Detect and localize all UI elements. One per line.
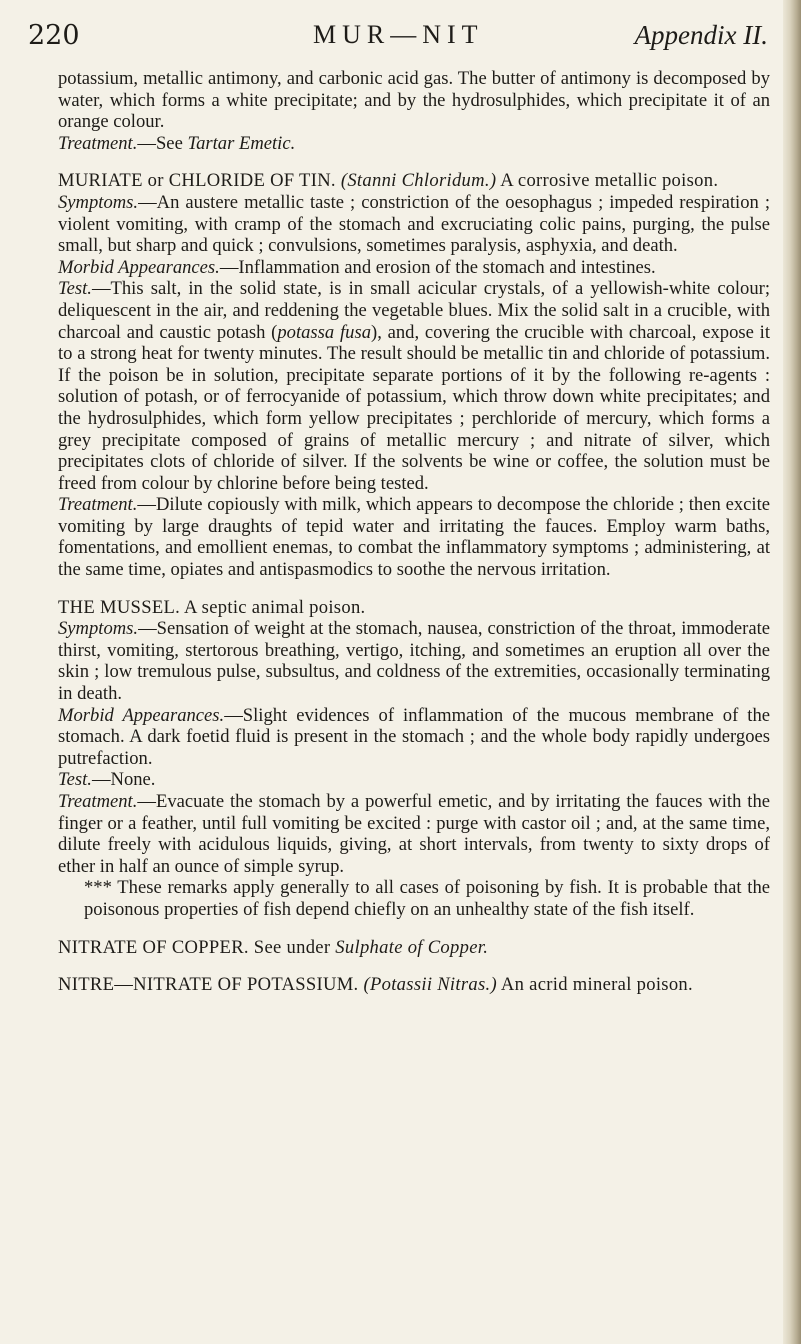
symptoms-text: —An austere metallic taste ; constriction of the oesophagus ; impeded respiration ; violent vomiting, with cramp of the stomach and excruciating colic pains, purging, the pulse small, but sharp and quick ; convulsions, sometimes paralysis, asphyxia, and death. (58, 191, 770, 257)
treatment-paragraph (58, 791, 770, 877)
entry-nitre (58, 974, 770, 996)
entry-heading: NITRE—NITRATE OF POTASSIUM. (58, 974, 359, 996)
continued-text: potassium, metallic antimony, and carbonic acid gas. The butter of antimony is decomposed by water, which forms a white precipitate; and by the hydrosulphides, which precipitate it of an orange colour. (58, 68, 770, 133)
morbid-paragraph (58, 705, 770, 770)
morbid-label: Morbid Appearances. (58, 704, 225, 726)
entry-heading: MURIATE or CHLORIDE OF TIN. (58, 170, 336, 192)
note-text: *** These remarks apply generally to all cases of poisoning by fish. It is probable that the poisonous properties of fish depend chiefly on an unhealthy state of the fish itself. (84, 877, 770, 920)
morbid-label: Morbid Appearances. (58, 256, 220, 278)
latin-name: (Potassii Nitras.) (363, 974, 497, 996)
page-edge (783, 0, 801, 1344)
see-text: See under (248, 936, 336, 958)
test-latin: potassa fusa (277, 321, 371, 343)
treatment-text: —See (137, 132, 188, 154)
treatment-text: —Evacuate the stomach by a powerful emetic, and by irritating the fauces with the finger or a feather, until full vomiting be excited : purge with castor oil ; and, at the same time, dilute freely with acidulous liquids, giving, at short intervals, from twenty to sixty drops of ether in half an ounce of simple syrup. (58, 791, 770, 877)
treatment-label: Treatment. (58, 494, 138, 516)
test-label: Test. (58, 278, 92, 300)
running-title: MUR—NIT (313, 20, 484, 49)
treatment-label: Treatment. (58, 791, 138, 812)
test-paragraph (58, 769, 770, 791)
test-text: —None. (91, 769, 156, 791)
entry-description: An acrid mineral poison. (496, 974, 693, 996)
treatment-text: —Dilute copiously with milk, which appears to decompose the chloride ; then excite vomiting by large draughts of tepid water and irritating the fauces. Employ warm baths, fomentations, and emollient enemas, to combat the inflammatory symptoms ; administering, at the same time, opiates and antispasmodics to soothe the nervous irritation. (58, 494, 770, 581)
symptoms-label: Symptoms. (58, 191, 139, 213)
entry-mussel (58, 597, 770, 619)
latin-name: (Stanni Chloridum.) (340, 170, 497, 192)
symptoms-label: Symptoms. (58, 618, 139, 640)
test-label: Test. (58, 769, 92, 791)
treatment-line (58, 133, 770, 155)
symptoms-paragraph (58, 618, 770, 704)
cross-reference: Tartar Emetic. (187, 132, 296, 154)
page-body (58, 68, 770, 996)
section-label: Appendix II. (634, 20, 768, 50)
symptoms-text: —Sensation of weight at the stomach, nausea, constriction of the throat, immoderate thirst, vomiting, stertorous breathing, vertigo, itching, and sometimes an eruption all over the skin ; low tremulous pulse, subsultus, and coldness of the extremities, occasionally terminating in death. (58, 618, 770, 705)
page-number: 220 (28, 20, 80, 51)
test-text-a: —This salt, in the solid state, is in small acicular crystals, of a yellowish-white colour; deliquescent in the air, and reddening the vegetable blues. Mix the solid salt in a crucible, with charcoal and caustic potash ( (58, 278, 770, 343)
cross-reference: Sulphate of Copper. (335, 936, 489, 958)
symptoms-paragraph (58, 192, 770, 257)
morbid-text: —Slight evidences of inflammation of the mucous membrane of the stomach. A dark foetid fluid is present in the stomach ; and the whole body rapidly undergoes putrefaction. (58, 704, 770, 769)
entry-description: A septic animal poison. (180, 596, 366, 618)
continued-paragraph (58, 68, 770, 133)
treatment-label: Treatment. (58, 132, 138, 154)
test-paragraph (58, 278, 770, 494)
morbid-paragraph (58, 257, 770, 279)
entry-description: A corrosive metallic poison. (496, 170, 719, 192)
page-header (28, 20, 768, 56)
note-paragraph (58, 877, 770, 920)
morbid-text: —Inflammation and erosion of the stomach and intestines. (219, 256, 656, 278)
entry-muriate-of-tin (58, 170, 770, 192)
entry-nitrate-of-copper (58, 937, 770, 959)
entry-heading: THE MUSSEL. (58, 596, 181, 618)
treatment-paragraph (58, 494, 770, 580)
test-text-b: ), and, covering the crucible with charcoal, expose it to a strong heat for twenty minutes. The result should be metallic tin and chloride of potassium. If the poison be in solution, precipitate separate portions of it by the following re-agents : solution of potash, or of ferrocyanide of potassium, which throw down white precipitates; and the hydrosulphides, which form yellow precipitates ; perchloride of mercury, which forms a grey precipitate composed of grains of metallic mercury ; and nitrate of silver, which precipitates clots of chloride of silver. If the solvents be wine or coffee, the solution must be freed from colour by chlorine before being tested. (58, 321, 770, 494)
entry-heading: NITRATE OF COPPER. (58, 936, 249, 958)
